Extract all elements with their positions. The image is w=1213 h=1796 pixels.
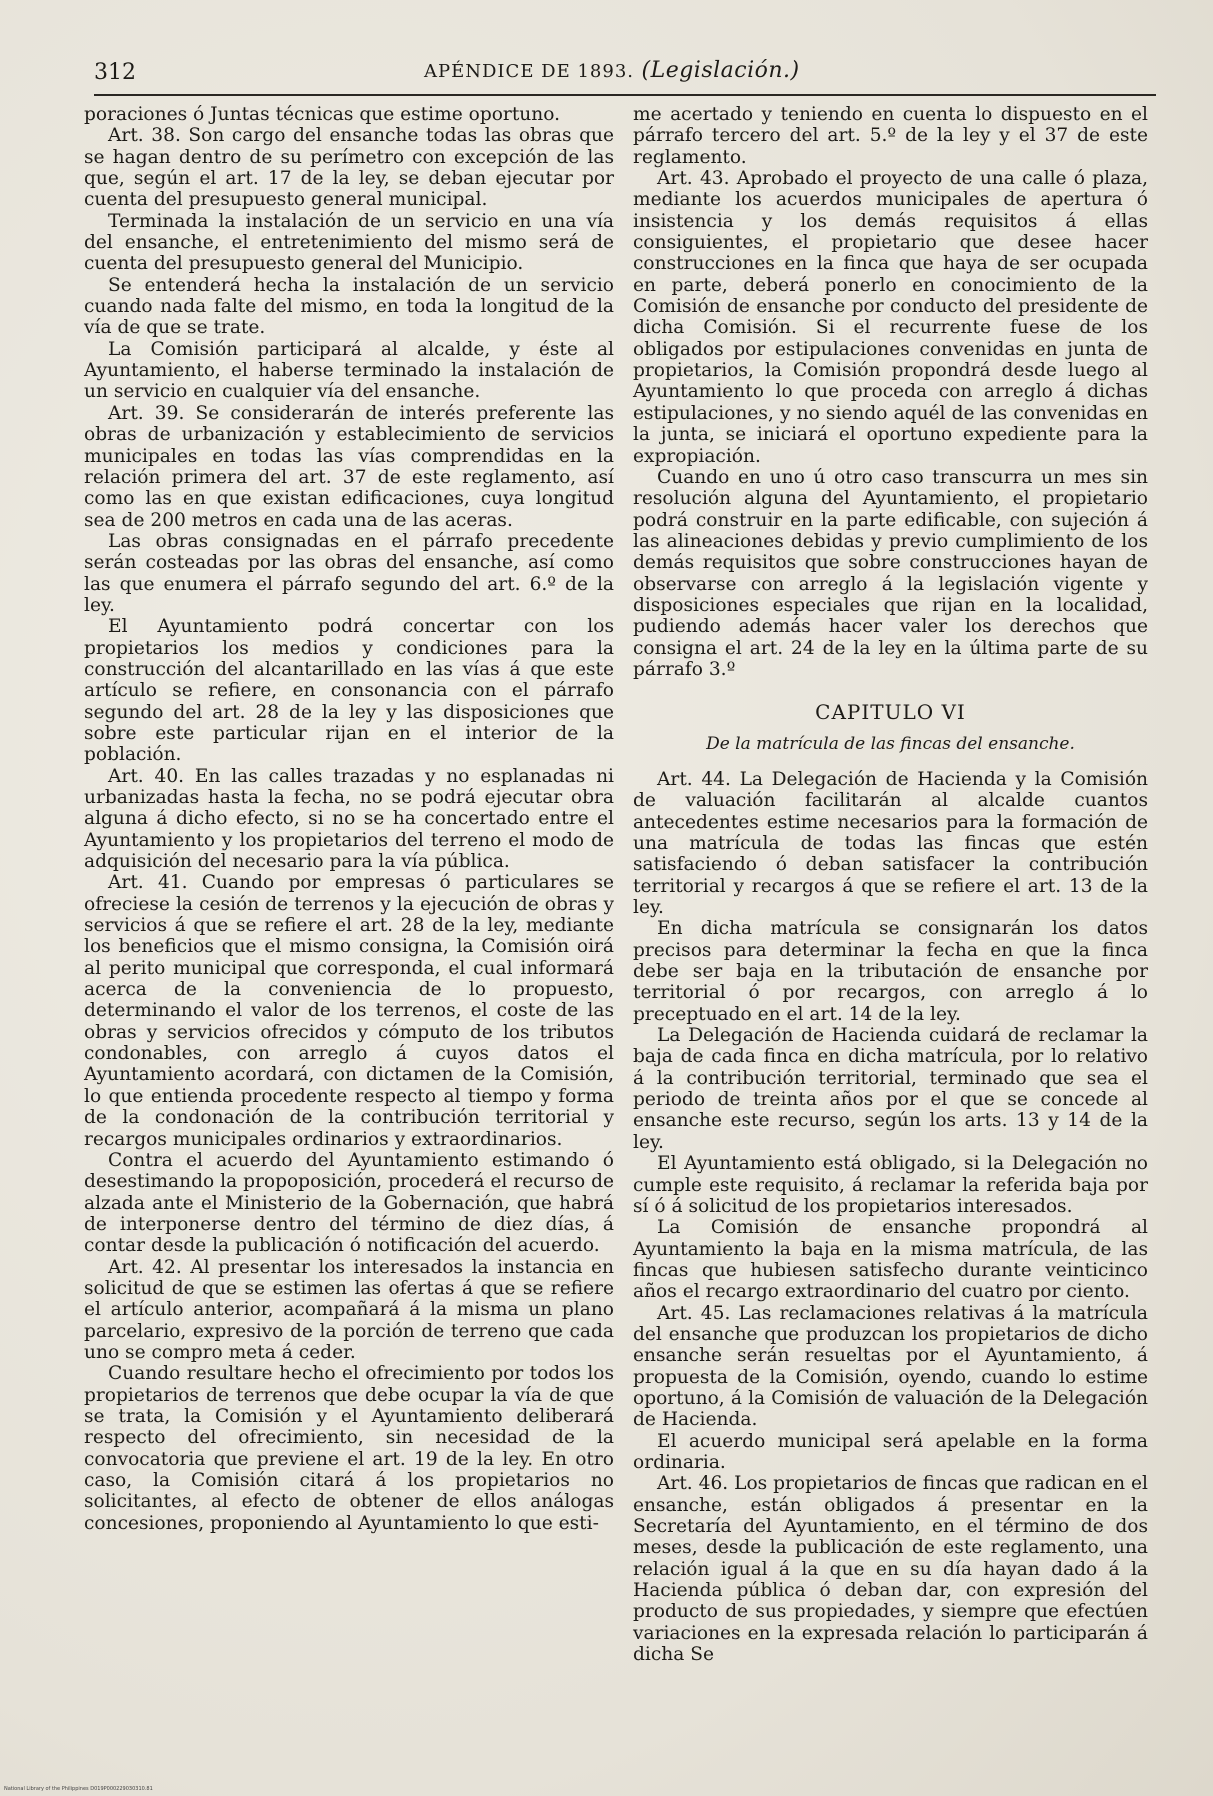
- paragraph: Art. 43. Aprobado el proyecto de una calle ó plaza, mediante los acuerdos municipales de apertura ó insistencia y los demás requisitos á ellas consiguientes, el propietario que desee hacer construcciones en la finca que haya de ser ocupada en parte, deberá ponerlo en conocimiento de la Comisión de ensanche por conducto del presidente de dicha Comisión. Si el recurrente fuese de los obligados por estipulaciones convenidas en junta de propietarios, la Comisión propondrá desde luego al Ayuntamiento lo que proceda con arreglo á dichas estipulaciones, y no siendo aquél de las convenidas en la junta, se iniciará el oportuno expediente para la expropiación.: [633, 168, 1148, 467]
- paragraph: Terminada la instalación de un servicio en una vía del ensanche, el entretenimiento del mismo será de cuenta del presupuesto general del Municipio.: [84, 210, 614, 275]
- paragraph: El acuerdo municipal será apelable en la forma ordinaria.: [633, 1430, 1148, 1473]
- library-footer: National Library of the Philippines D019P000229030310.81: [4, 1786, 153, 1792]
- paragraph: Art. 44. La Delegación de Hacienda y la Comisión de valuación facilitarán al alcalde cuantos antecedentes estime necesarios para la formación de una matrícula de todas las fincas que estén satisfaciendo ó deban satisfacer la contribución territorial y recargos á que se refiere el art. 13 de la ley.: [633, 768, 1148, 919]
- running-title: [424, 58, 800, 83]
- paragraph: Cuando resultare hecho el ofrecimiento por todos los propietarios de terrenos que debe ocupar la vía de que se trata, la Comisión y el Ayuntamiento deliberará respecto del ofrecimiento, sin necesidad de la convocatoria que previene el art. 19 de la ley. En otro caso, la Comisión citará á los propietarios no solicitantes, al efecto de obtener de ellos análogas concesiones, proponiendo al Ayuntamiento lo que esti-: [84, 1363, 614, 1534]
- right-column-bottom: [633, 769, 1148, 1665]
- paragraph: Art. 38. Son cargo del ensanche todas las obras que se hagan dentro de su perímetro con excepción de las que, según el art. 17 de la ley, se deban ejecutar por cuenta del presupuesto general municipal.: [84, 125, 614, 211]
- page-number: 312: [94, 60, 136, 85]
- paragraph: En dicha matrícula se consignarán los datos precisos para determinar la fecha en que la finca debe ser baja en la tributación de ensanche por territorial ó por recargos, con arreglo á lo preceptuado en el art. 14 de la ley.: [633, 918, 1148, 1025]
- paragraph: Art. 45. Las reclamaciones relativas á la matrícula del ensanche que produzcan los propietarios de dicho ensanche serán resueltas por el Ayuntamiento, á propuesta de la Comisión, oyendo, cuando lo estime oportuno, á la Comisión de valuación de la Delegación de Hacienda.: [633, 1302, 1148, 1431]
- paragraph: Art. 39. Se considerarán de interés preferente las obras de urbanización y establecimiento de servicios municipales en todas las vías comprendidas en la relación primera del art. 37 de este reglamento, así como las en que existan edificaciones, cuya longitud sea de 200 metros en cada una de las aceras.: [84, 402, 614, 531]
- paragraph: El Ayuntamiento está obligado, si la Delegación no cumple este requisito, á reclamar la referida baja por sí ó á solicitud de los propietarios interesados.: [633, 1153, 1148, 1217]
- paragraph: Se entenderá hecha la instalación de un servicio cuando nada falte del mismo, en toda la longitud de la vía de que se trate.: [84, 274, 614, 339]
- chapter-subtitle: De la matrícula de las fincas del ensanche.: [706, 733, 1075, 754]
- right-column-top: [633, 104, 1148, 680]
- paragraph: Las obras consignadas en el párrafo precedente serán costeadas por las obras del ensanche, así como las que enumera el párrafo segundo del art. 6.º de la ley.: [84, 530, 614, 616]
- left-column: [84, 104, 614, 1534]
- paragraph: Art. 41. Cuando por empresas ó particulares se ofreciese la cesión de terrenos y la ejecución de obras y servicios á que se refiere el art. 28 de la ley, mediante los beneficios que el mismo consigna, la Comisión oirá al perito municipal que corresponda, el cual informará acerca de la conveniencia de lo propuesto, determinando el valor de los terrenos, el coste de las obras y servicios ofrecidos y cómputo de los tributos condonables, con arreglo á cuyos datos el Ayuntamiento acordará, con dictamen de la Comisión, lo que entienda procedente respecto al tiempo y forma de la condonación de la contribución territorial y recargos municipales ordinarios y extraordinarios.: [84, 872, 614, 1150]
- paragraph: Art. 42. Al presentar los interesados la instancia en solicitud de que se estimen las ofertas á que se refiere el artículo anterior, acompañará á la misma un plano parcelario, expresivo de la porción de terreno que cada uno se compro meta á ceder.: [84, 1256, 614, 1363]
- chapter-title: CAPITULO VI: [815, 700, 966, 725]
- right-column: [633, 104, 1148, 1665]
- paragraph: Contra el acuerdo del Ayuntamiento estimando ó desestimando la propoposición, procederá el recurso de alzada ante el Ministerio de la Gobernación, que habrá de interponerse dentro del término de diez días, á contar desde la publicación ó notificación del acuerdo.: [84, 1149, 614, 1257]
- header-rule: [94, 94, 1156, 96]
- paragraph: La Delegación de Hacienda cuidará de reclamar la baja de cada finca en dicha matrícula, por lo relativo á la contribución territorial, terminado que sea el periodo de treinta años por el que se concede al ensanche este recurso, según los arts. 13 y 14 de la ley.: [633, 1025, 1148, 1153]
- paragraph: Art. 40. En las calles trazadas y no esplanadas ni urbanizadas hasta la fecha, no se podrá ejecutar obra alguna á dicho efecto, si no se ha concertado entre el Ayuntamiento y los propietarios del terreno el modo de adquisición del necesario para la vía pública.: [84, 765, 614, 873]
- paragraph: me acertado y teniendo en cuenta lo dispuesto en el párrafo tercero del art. 5.º de la ley y el 37 de este reglamento.: [633, 104, 1148, 168]
- paragraph: Cuando en uno ú otro caso transcurra un mes sin resolución alguna del Ayuntamiento, el propietario podrá construir en la parte edificable, con sujeción á las alineaciones debidas y previo cumplimiento de los demás requisitos que sobre construcciones hayan de observarse con arreglo á la legislación vigente y disposiciones especiales que rijan en la localidad, pudiendo además hacer valer los derechos que consigna el art. 24 de la ley en la última parte de su párrafo 3.º: [633, 466, 1148, 680]
- running-title-main: APÉNDICE DE 1893.: [424, 61, 634, 82]
- paragraph: La Comisión de ensanche propondrá al Ayuntamiento la baja en la misma matrícula, de las fincas que hubiesen satisfecho durante veinticinco años el recargo extraordinario del cuatro por ciento.: [633, 1217, 1148, 1303]
- paragraph: poraciones ó Juntas técnicas que estime oportuno.: [84, 104, 561, 125]
- running-title-italic: (Legislación.): [641, 58, 800, 83]
- paragraph: La Comisión participará al alcalde, y éste al Ayuntamiento, el haberse terminado la instalación de un servicio en cualquier vía del ensanche.: [84, 338, 614, 403]
- paragraph: Art. 46. Los propietarios de fincas que radican en el ensanche, están obligados á presentar en la Secretaría del Ayuntamiento, en el término de dos meses, desde la publicación de este reglamento, una relación igual á la que en su día hayan dado á la Hacienda pública ó deban dar, con expresión del producto de sus propiedades, y siempre que efectúen variaciones en la expresada relación lo participarán á dicha Se: [633, 1473, 1148, 1666]
- paragraph: El Ayuntamiento podrá concertar con los propietarios los medios y condiciones para la construcción del alcantarillado en las vías á que este artículo se refiere, en consonancia con el párrafo segundo del art. 28 de la ley y las disposiciones que sobre este particular rijan en el interior de la población.: [84, 616, 614, 766]
- running-header: [94, 54, 1156, 94]
